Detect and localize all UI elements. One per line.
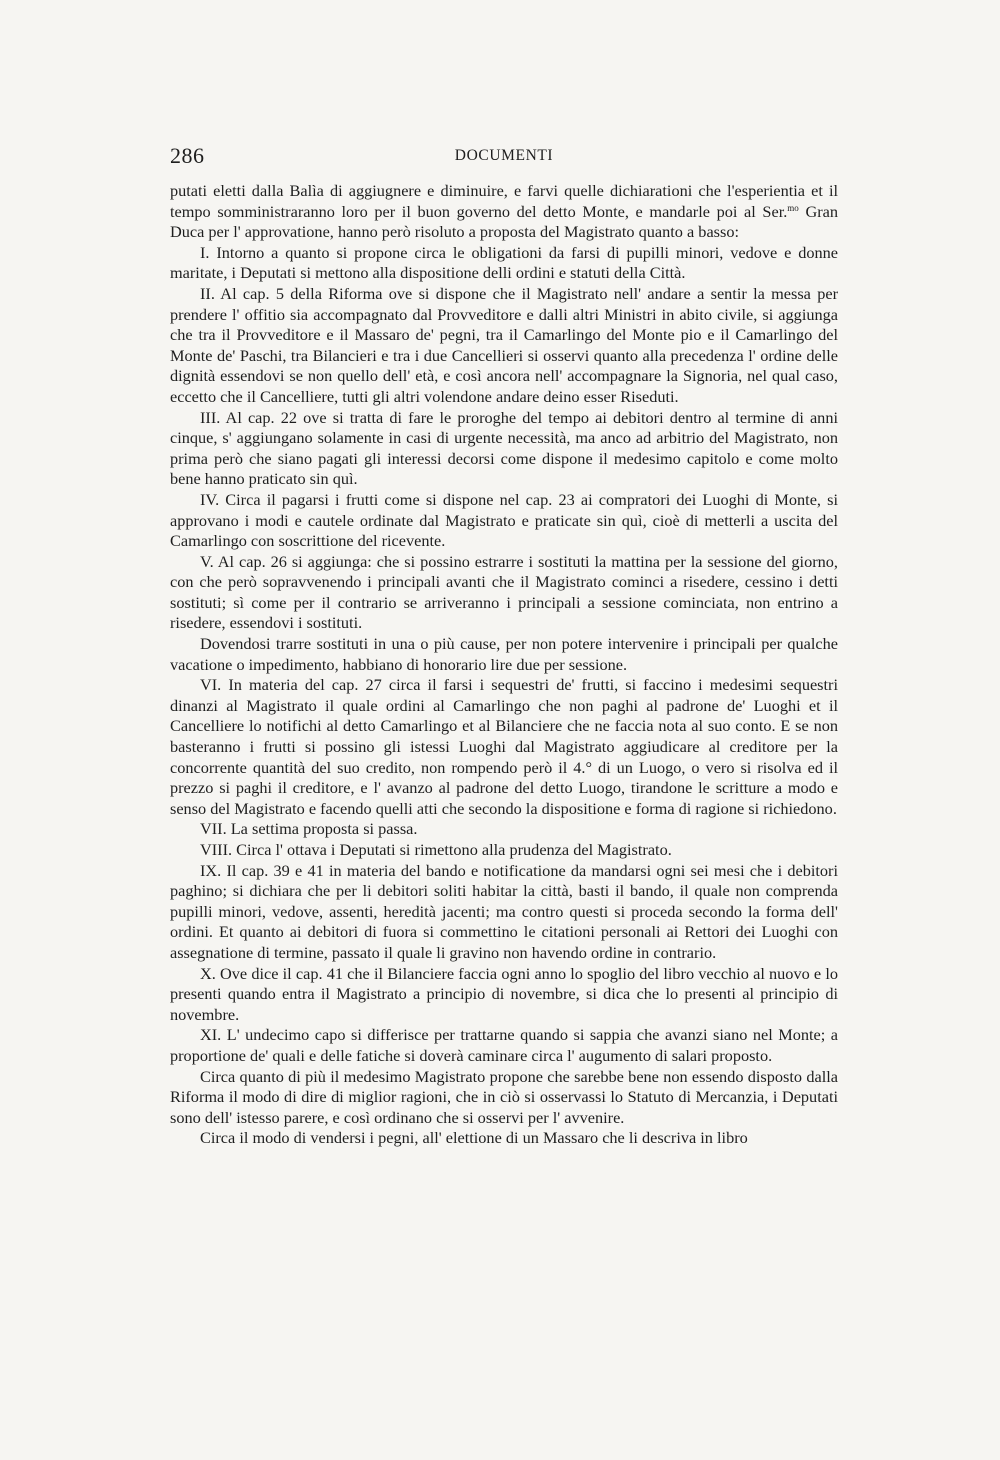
page-number: 286 — [170, 143, 205, 168]
paragraph: VII. La settima proposta si passa. — [200, 819, 418, 839]
paragraph: XI. L' undecimo capo si differisce per trattarne quando si sappia che avanzi siano nel Monte; a proportione de' quali e delle fatiche si doverà caminare circa l' augumento di salari proposto. — [170, 1025, 838, 1065]
paragraph: Dovendosi trarre sostituti in una o più cause, per non potere intervenire i principali per qualche vacatione o impedimento, habbiano di honorario lire due per sessione. — [170, 634, 838, 674]
paragraph — [170, 181, 838, 243]
paragraph: II. Al cap. 5 della Riforma ove si dispone che il Magistrato nell' andare a sentir la messa per prendere l' offitio sia accompagnato dal Provveditore e dalli altri Ministri in abito civile, si aggiunga che tra il Provveditore e il Massaro de' pegni, tra il Camarlingo del Monte pio e il Camarlingo del Monte de' Paschi, tra Bilancieri e tra i due Cancellieri si osservi quanto alla precedenza l' ordine delle dignità essendovi se non quello dell' età, e così ancora nell' accompagnare la Signoria, nel qual caso, eccetto che il Cancelliere, tutti gli altri volendone andare deino esser Riseduti. — [170, 283, 838, 406]
paragraph: I. Intorno a quanto si propone circa le obligationi da farsi di pupilli minori, vedove e donne maritate, i Deputati si mettono alla dispositione delli ordini e statuti della Città. — [170, 242, 838, 283]
paragraph: Circa quanto di più il medesimo Magistrato propone che sarebbe bene non essendo disposto dalla Riforma il modo di dire di miglior ragioni, che in ciò si osservassi lo Statuto di Mercanzia, i Deputati sono dell' istesso parere, e così ordinano che si osservi per l' avvenire. — [170, 1066, 838, 1127]
paragraph-text: Gran Duca per l' approvatione, hanno però risoluto a proposta del Magistrato quanto a basso: — [170, 201, 838, 242]
body-text — [170, 181, 838, 1149]
paragraph: X. Ove dice il cap. 41 che il Bilanciere faccia ogni anno lo spoglio del libro vecchio al nuovo e lo presenti quando entra il Magistrato a principio di novembre, si dica che lo presenti al principio di novembre. — [170, 963, 838, 1024]
paragraph: III. Al cap. 22 ove si tratta di fare le proroghe del tempo ai debitori dentro al termine di anni cinque, s' aggiungano solamente in casi di urgente necessità, ma anco ad arbitrio del Magistrato, non prima però che siano pagati gli interessi decorsi come dispone il medesimo capitolo e come molto bene hanno praticato sin quì. — [170, 407, 838, 489]
page-header — [170, 143, 838, 171]
superscript: mo — [787, 202, 799, 213]
paragraph: Circa il modo di vendersi i pegni, all' elettione di un Massaro che li descriva in libro — [200, 1128, 748, 1148]
paragraph: VIII. Circa l' ottava i Deputati si rimettono alla prudenza del Magistrato. — [200, 840, 672, 859]
paragraph: IV. Circa il pagarsi i frutti come si dispone nel cap. 23 ai compratori dei Luoghi di Monte, si approvano i modi e cautele ordinate dal Magistrato e praticate sin quì, cioè di metterli a uscita del Camarlingo con soscrittione del ricevente. — [170, 489, 838, 551]
paragraph: VI. In materia del cap. 27 circa il farsi i sequestri de' frutti, si faccino i medesimi sequestri dinanzi al Magistrato il quale ordini al Camarlingo che non paghi al padrone de' Luoghi et il Cancelliere lo notifichi al detto Camarlingo et al Bilanciere che ne faccia nota al suo conto. E se non basteranno i frutti si possino gli istessi Luoghi dal Magistrato aggiudicare al creditore per la concorrente quantità del suo credito, non rompendo però il 4.° di un Luogo, o vero si risolva ed il prezzo si paghi il creditore, e l' avanzo al padrone del detto Luogo, tirandone le scritture a modo e senso del Magistrato e facendo quelli atti che secondo la dispositione e forma di ragione si richiedono. — [170, 675, 838, 818]
paragraph: IX. Il cap. 39 e 41 in materia del bando e notificatione da mandarsi ogni sei mesi che i debitori paghino; si dichiara che per li debitori soliti habitar la città, basti il bando, il quale non comprenda pupilli minori, vedove, assenti, heredità jacenti; ma contro questi si proceda secondo la forma dell' ordini. Et quanto ai debitori di fuora si commettino le citationi personali ai Rettori dei Luoghi con assegnatione di termine, passato il quale li gravino non havendo ordine in contrario. — [170, 860, 838, 962]
paragraph: V. Al cap. 26 si aggiunga: che si possino estrarre i sostituti la mattina per la sessione del giorno, con che però sopravvenendo i principali avanti che il Magistrato cominci a risedere, cessino i detti sostituti; sì come per il contrario se arriveranno i principali a sessione cominciata, non entrino a risedere, essendovi i sostituti. — [170, 551, 838, 633]
paragraph-text: putati eletti dalla Balìa di aggiugnere e diminuire, e farvi quelle dichiarationi che l'esperientia et il tempo somministraranno loro per il buon governo del detto Monte, e mandarle poi al Ser. — [170, 181, 838, 221]
running-head: DOCUMENTI — [454, 147, 554, 164]
